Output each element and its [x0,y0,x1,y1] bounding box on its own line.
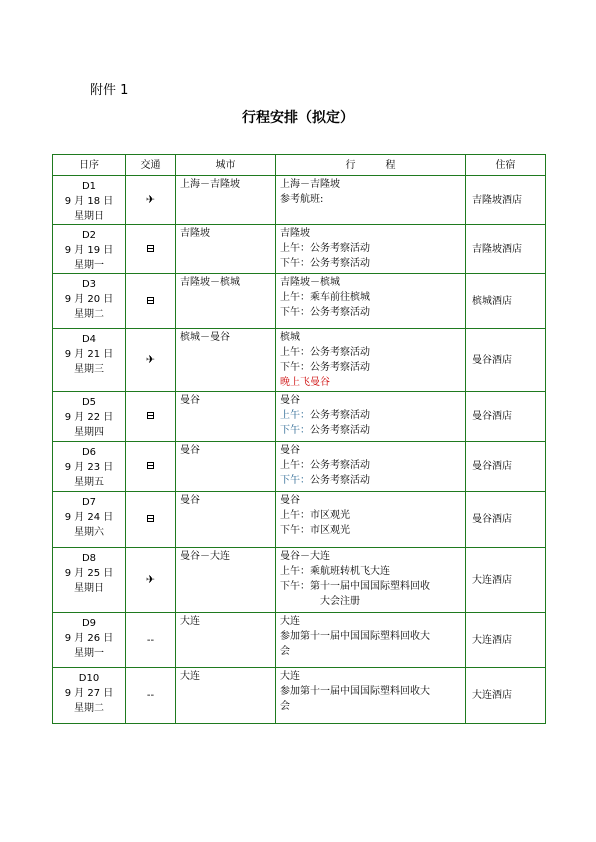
plan-cell [276,176,466,225]
table-row [53,442,546,492]
city-cell [176,492,276,548]
table-row [53,668,546,724]
day-week: 星期一 [74,260,104,271]
hotel-cell: 曼谷酒店 [466,442,546,492]
plan-line: 曼谷－大连 [280,551,330,562]
city-cell [176,176,276,225]
city-cell [176,613,276,668]
day-date: 9 月 20 日 [64,294,114,305]
transport-cell [126,392,176,442]
day-day: D5 [81,397,97,408]
hotel-cell: 大连酒店 [466,668,546,724]
day-date: 9 月 22 日 [64,412,114,423]
plan-line: 下午：市区观光 [280,525,350,536]
bus-icon [147,245,154,252]
day-week: 星期三 [74,364,104,375]
plan-line-text: 公务考察活动 [310,410,370,421]
city-text: 上海－吉隆坡 [180,179,240,190]
city-cell [176,329,276,392]
day-week: 星期一 [74,648,104,659]
day-day: D9 [81,618,97,629]
hotel-cell: 大连酒店 [466,613,546,668]
day-date: 9 月 27 日 [64,688,114,699]
plan-line [280,473,461,488]
transport-cell [126,613,176,668]
plan-line: 参加第十一届中国国际塑料回收大 [280,686,430,697]
table-row [53,548,546,613]
plan-line: 上午：市区观光 [280,510,350,521]
bus-icon [147,515,154,522]
city-text: 吉隆坡－槟城 [180,277,240,288]
plan-cell [276,668,466,724]
transport-cell [126,492,176,548]
plan-line-label: 下午： [280,475,310,486]
day-date: 9 月 21 日 [64,349,114,360]
hotel-cell: 曼谷酒店 [466,492,546,548]
table-row [53,492,546,548]
day-date: 9 月 19 日 [64,245,114,256]
day-day: D1 [81,181,97,192]
plan-line-label: 下午： [280,425,310,436]
plan-line: 下午：公务考察活动 [280,362,370,373]
plan-line: 曼谷 [280,495,300,506]
city-text: 曼谷 [180,495,200,506]
itinerary-table [52,154,546,724]
day-cell [53,613,126,668]
day-week: 星期六 [74,527,104,538]
table-row [53,274,546,329]
transport-cell [126,274,176,329]
transport-cell [126,225,176,274]
transport-text: -- [146,634,155,646]
table-header-row [53,155,546,176]
transport-cell [126,329,176,392]
plan-line: 大会注册 [320,596,360,607]
day-day: D2 [81,230,97,241]
plan-cell [276,613,466,668]
day-day: D8 [81,553,97,564]
table-row [53,329,546,392]
city-text: 大连 [180,671,200,682]
plan-line: 上午：公务考察活动 [280,347,370,358]
city-cell [176,225,276,274]
transport-cell [126,548,176,613]
header-transport: 交通 [126,155,176,176]
day-week: 星期日 [74,583,104,594]
day-cell [53,548,126,613]
plan-line: 晚上飞曼谷 [280,377,330,388]
plan-line: 曼谷 [280,445,300,456]
attachment-label: 附件 1 [90,83,129,98]
plan-line: 上午：公务考察活动 [280,460,370,471]
day-date: 9 月 23 日 [64,462,114,473]
city-text: 大连 [180,616,200,627]
plan-line: 会 [280,646,290,657]
day-cell [53,176,126,225]
plan-line: 上午：乘车前往槟城 [280,292,370,303]
plan-line: 下午：公务考察活动 [280,307,370,318]
day-date: 9 月 25 日 [64,568,114,579]
transport-cell [126,176,176,225]
plan-line-label: 上午： [280,410,310,421]
plan-cell [276,225,466,274]
transport-cell [126,668,176,724]
plan-line: 下午：第十一届中国国际塑料回收 [280,581,430,592]
city-text: 曼谷－大连 [180,551,230,562]
plan-line: 槟城 [280,332,300,343]
plan-line [280,423,461,438]
table-row [53,225,546,274]
day-week: 星期四 [74,427,104,438]
plane-icon: ✈ [145,353,156,366]
plan-cell [276,329,466,392]
day-cell [53,668,126,724]
table-row [53,613,546,668]
city-cell [176,442,276,492]
plan-line: 上午：公务考察活动 [280,243,370,254]
plan-cell [276,274,466,329]
plan-line: 下午：公务考察活动 [280,258,370,269]
plan-line: 大连 [280,671,300,682]
day-week: 星期二 [74,703,104,714]
hotel-cell: 曼谷酒店 [466,392,546,442]
day-cell [53,442,126,492]
day-day: D4 [81,334,97,345]
hotel-cell: 曼谷酒店 [466,329,546,392]
header-date: 日序 [53,155,126,176]
day-cell [53,225,126,274]
day-date: 9 月 26 日 [64,633,114,644]
hotel-cell: 大连酒店 [466,548,546,613]
city-cell [176,668,276,724]
plan-line: 参考航班: [280,194,324,205]
day-day: D3 [81,279,97,290]
bus-icon [147,412,154,419]
plan-line-text: 公务考察活动 [310,475,370,486]
city-cell [176,392,276,442]
city-text: 曼谷 [180,395,200,406]
city-text: 槟城－曼谷 [180,332,230,343]
day-date: 9 月 24 日 [64,512,114,523]
city-text: 吉隆坡 [180,228,210,239]
day-cell [53,329,126,392]
plan-cell [276,442,466,492]
plan-line: 参加第十一届中国国际塑料回收大 [280,631,430,642]
plan-cell [276,492,466,548]
hotel-cell: 槟城酒店 [466,274,546,329]
plane-icon: ✈ [145,193,156,206]
plan-cell [276,392,466,442]
page-title: 行程安排（拟定） [242,110,354,126]
transport-cell [126,442,176,492]
plan-line: 吉隆坡－槟城 [280,277,340,288]
header-plan: 行 程 [276,155,466,176]
bus-icon [147,297,154,304]
day-day: D10 [78,673,100,684]
plan-line: 大连 [280,616,300,627]
day-date: 9 月 18 日 [64,196,114,207]
plan-cell [276,548,466,613]
plan-line [280,408,461,423]
day-week: 星期二 [74,309,104,320]
city-text: 曼谷 [180,445,200,456]
header-city: 城市 [176,155,276,176]
transport-text: -- [146,690,155,701]
day-day: D7 [81,497,97,508]
bus-icon [147,462,154,469]
day-cell [53,392,126,442]
day-week: 星期日 [74,211,104,222]
day-cell [53,492,126,548]
plan-line: 吉隆坡 [280,228,310,239]
plan-line-text: 公务考察活动 [310,425,370,436]
hotel-cell: 吉隆坡酒店 [466,176,546,225]
plan-line: 曼谷 [280,395,300,406]
plan-line: 会 [280,701,290,712]
city-cell [176,548,276,613]
hotel-cell: 吉隆坡酒店 [466,225,546,274]
plan-line: 上午：乘航班转机飞大连 [280,566,390,577]
plan-line: 上海－吉隆坡 [280,179,340,190]
table-row [53,392,546,442]
table-row [53,176,546,225]
day-cell [53,274,126,329]
day-week: 星期五 [74,477,104,488]
city-cell [176,274,276,329]
day-day: D6 [81,447,97,458]
header-hotel: 住宿 [466,155,546,176]
plane-icon: ✈ [145,573,156,586]
